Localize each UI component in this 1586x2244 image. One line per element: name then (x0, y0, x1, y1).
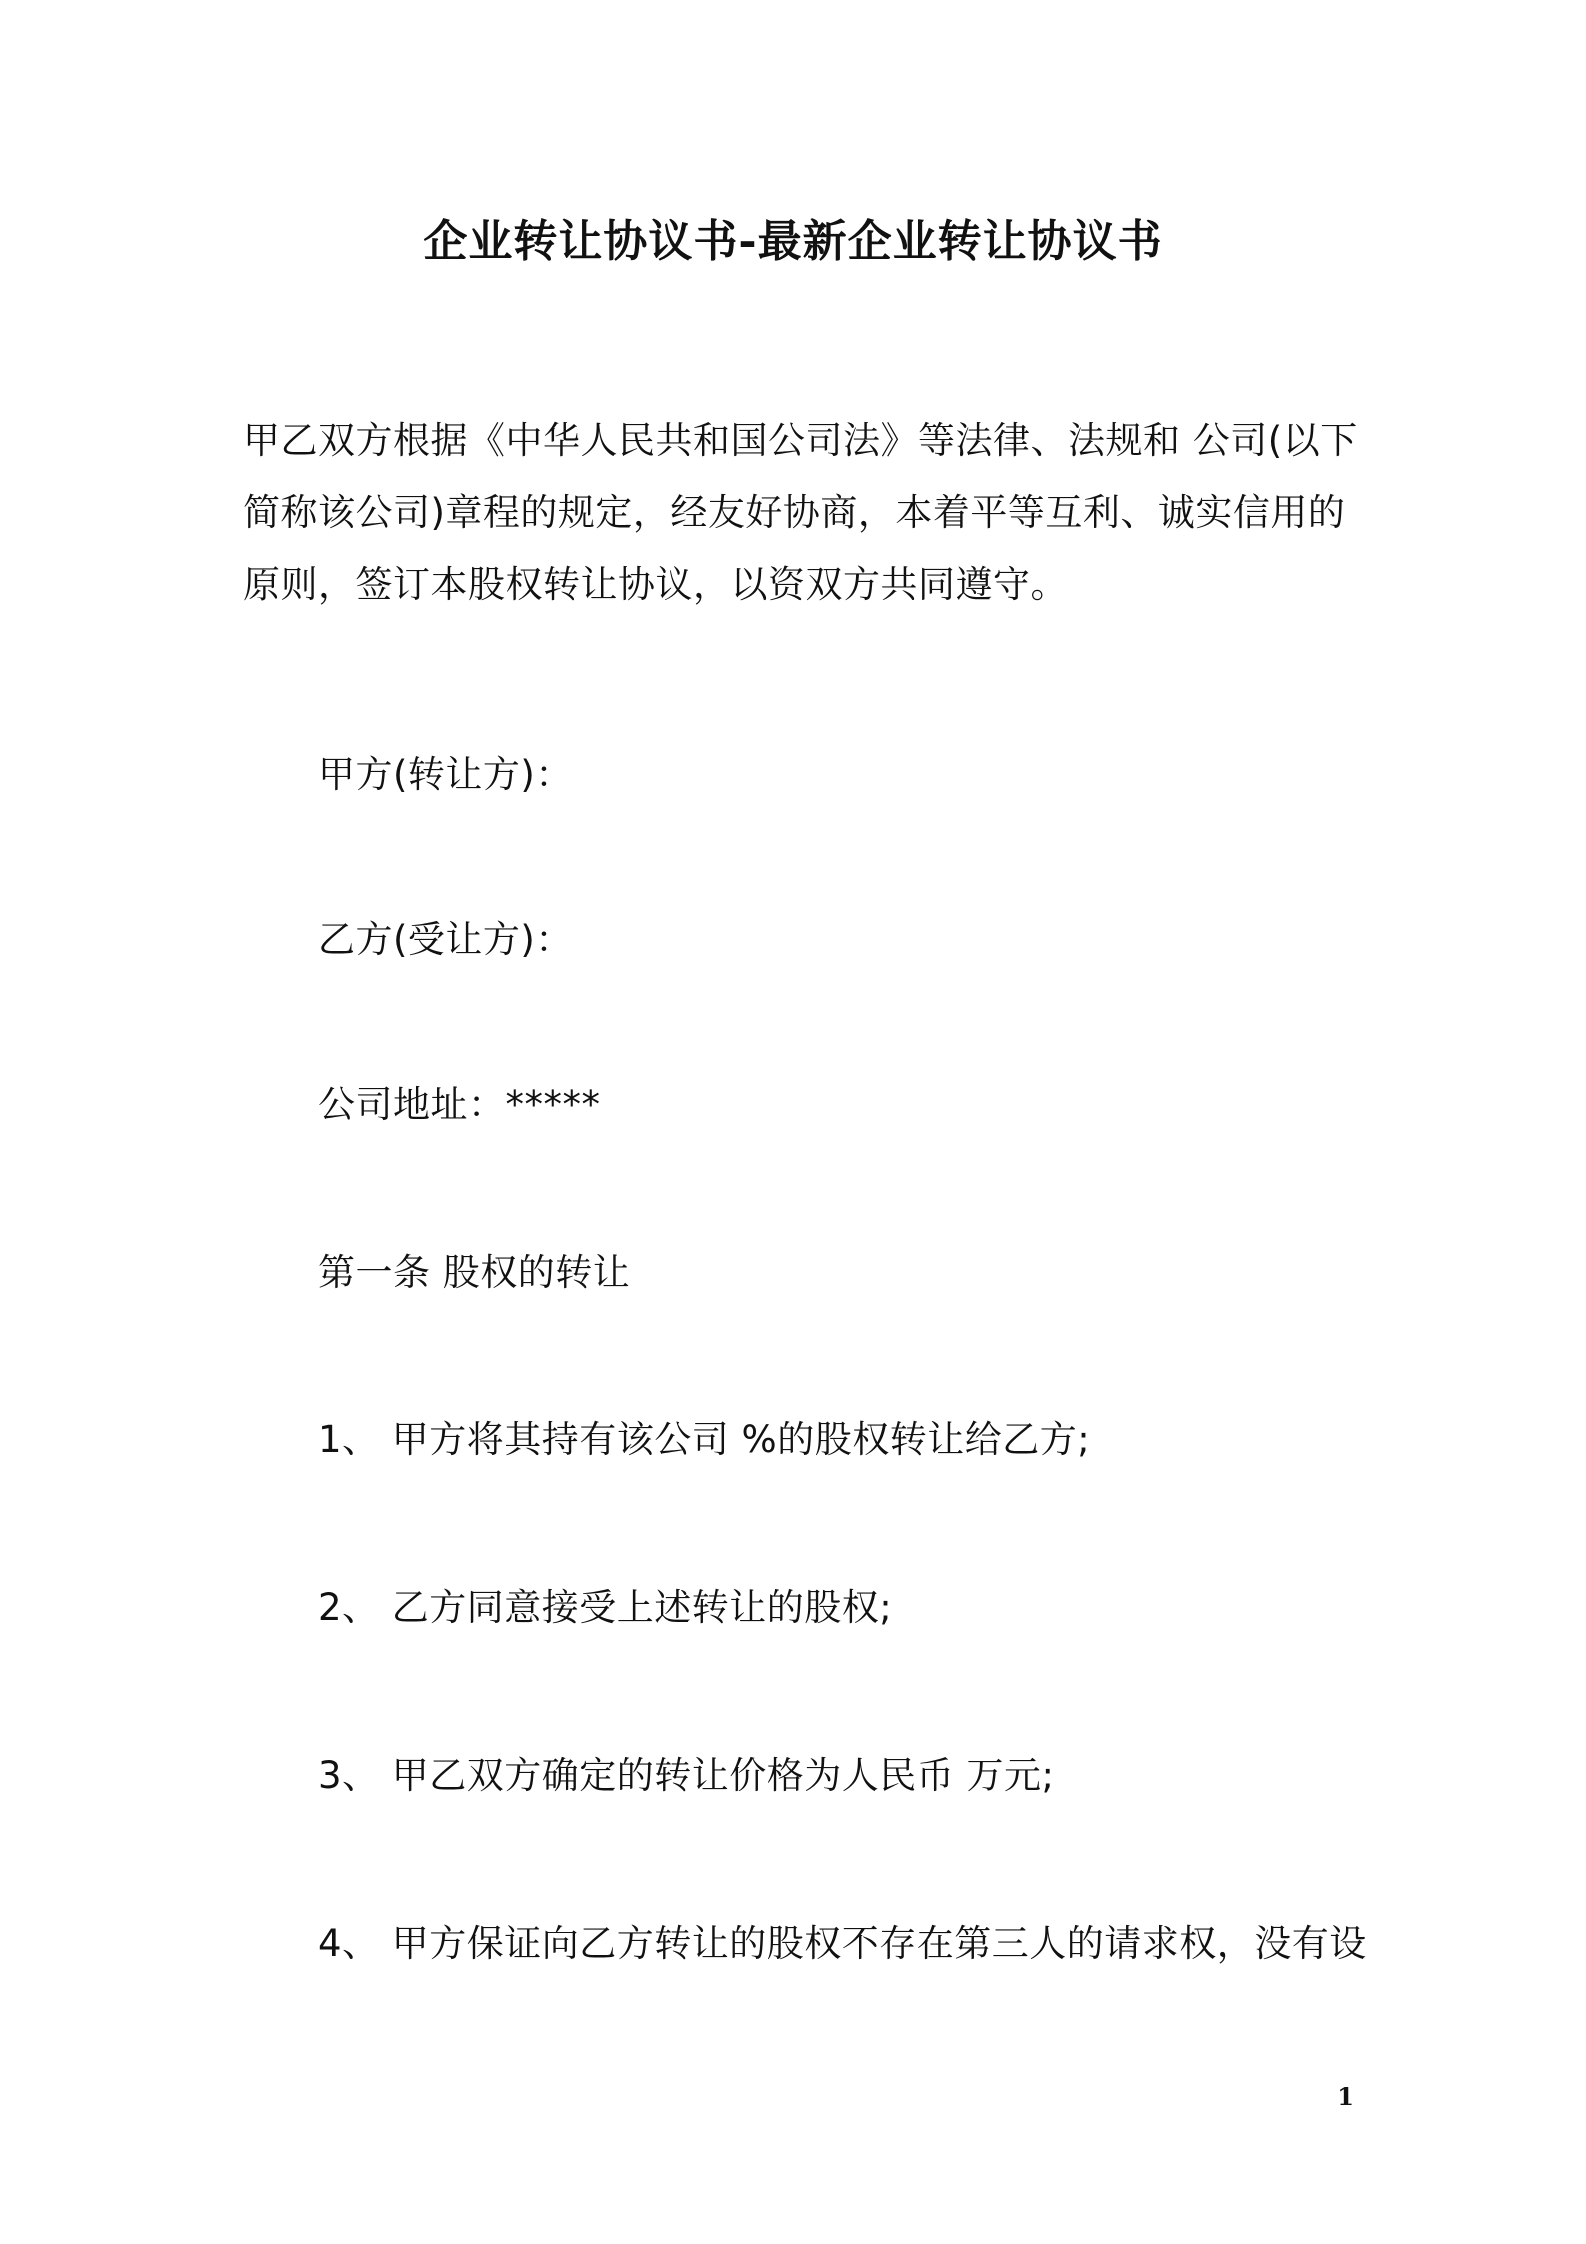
page-number: 1 (1337, 2082, 1354, 2111)
clause-item: 2、 乙方同意接受上述转让的股权; (318, 1586, 893, 1629)
clause-item: 4、 甲方保证向乙方转让的股权不存在第三人的请求权，没有设 (318, 1922, 1367, 1965)
party-a-label: 甲方(转让方)： (318, 753, 573, 796)
document-title: 企业转让协议书-最新企业转让协议书 (423, 216, 1163, 267)
article-heading: 第一条 股权的转让 (318, 1251, 631, 1294)
company-address: 公司地址：***** (318, 1083, 601, 1126)
intro-paragraph: 甲乙双方根据《中华人民共和国公司法》等法律、法规和 公司(以下简称该公司)章程的规定，经友好协商，本着平等互利、诚实信用的原则，签订本股权转让协议，以资双方共同遵守。 (243, 419, 1358, 606)
party-b-label: 乙方(受让方)： (318, 918, 573, 961)
clause-item: 1、 甲方将其持有该公司 %的股权转让给乙方; (318, 1418, 1091, 1461)
clause-item: 3、 甲乙双方确定的转让价格为人民币 万元; (318, 1754, 1055, 1797)
